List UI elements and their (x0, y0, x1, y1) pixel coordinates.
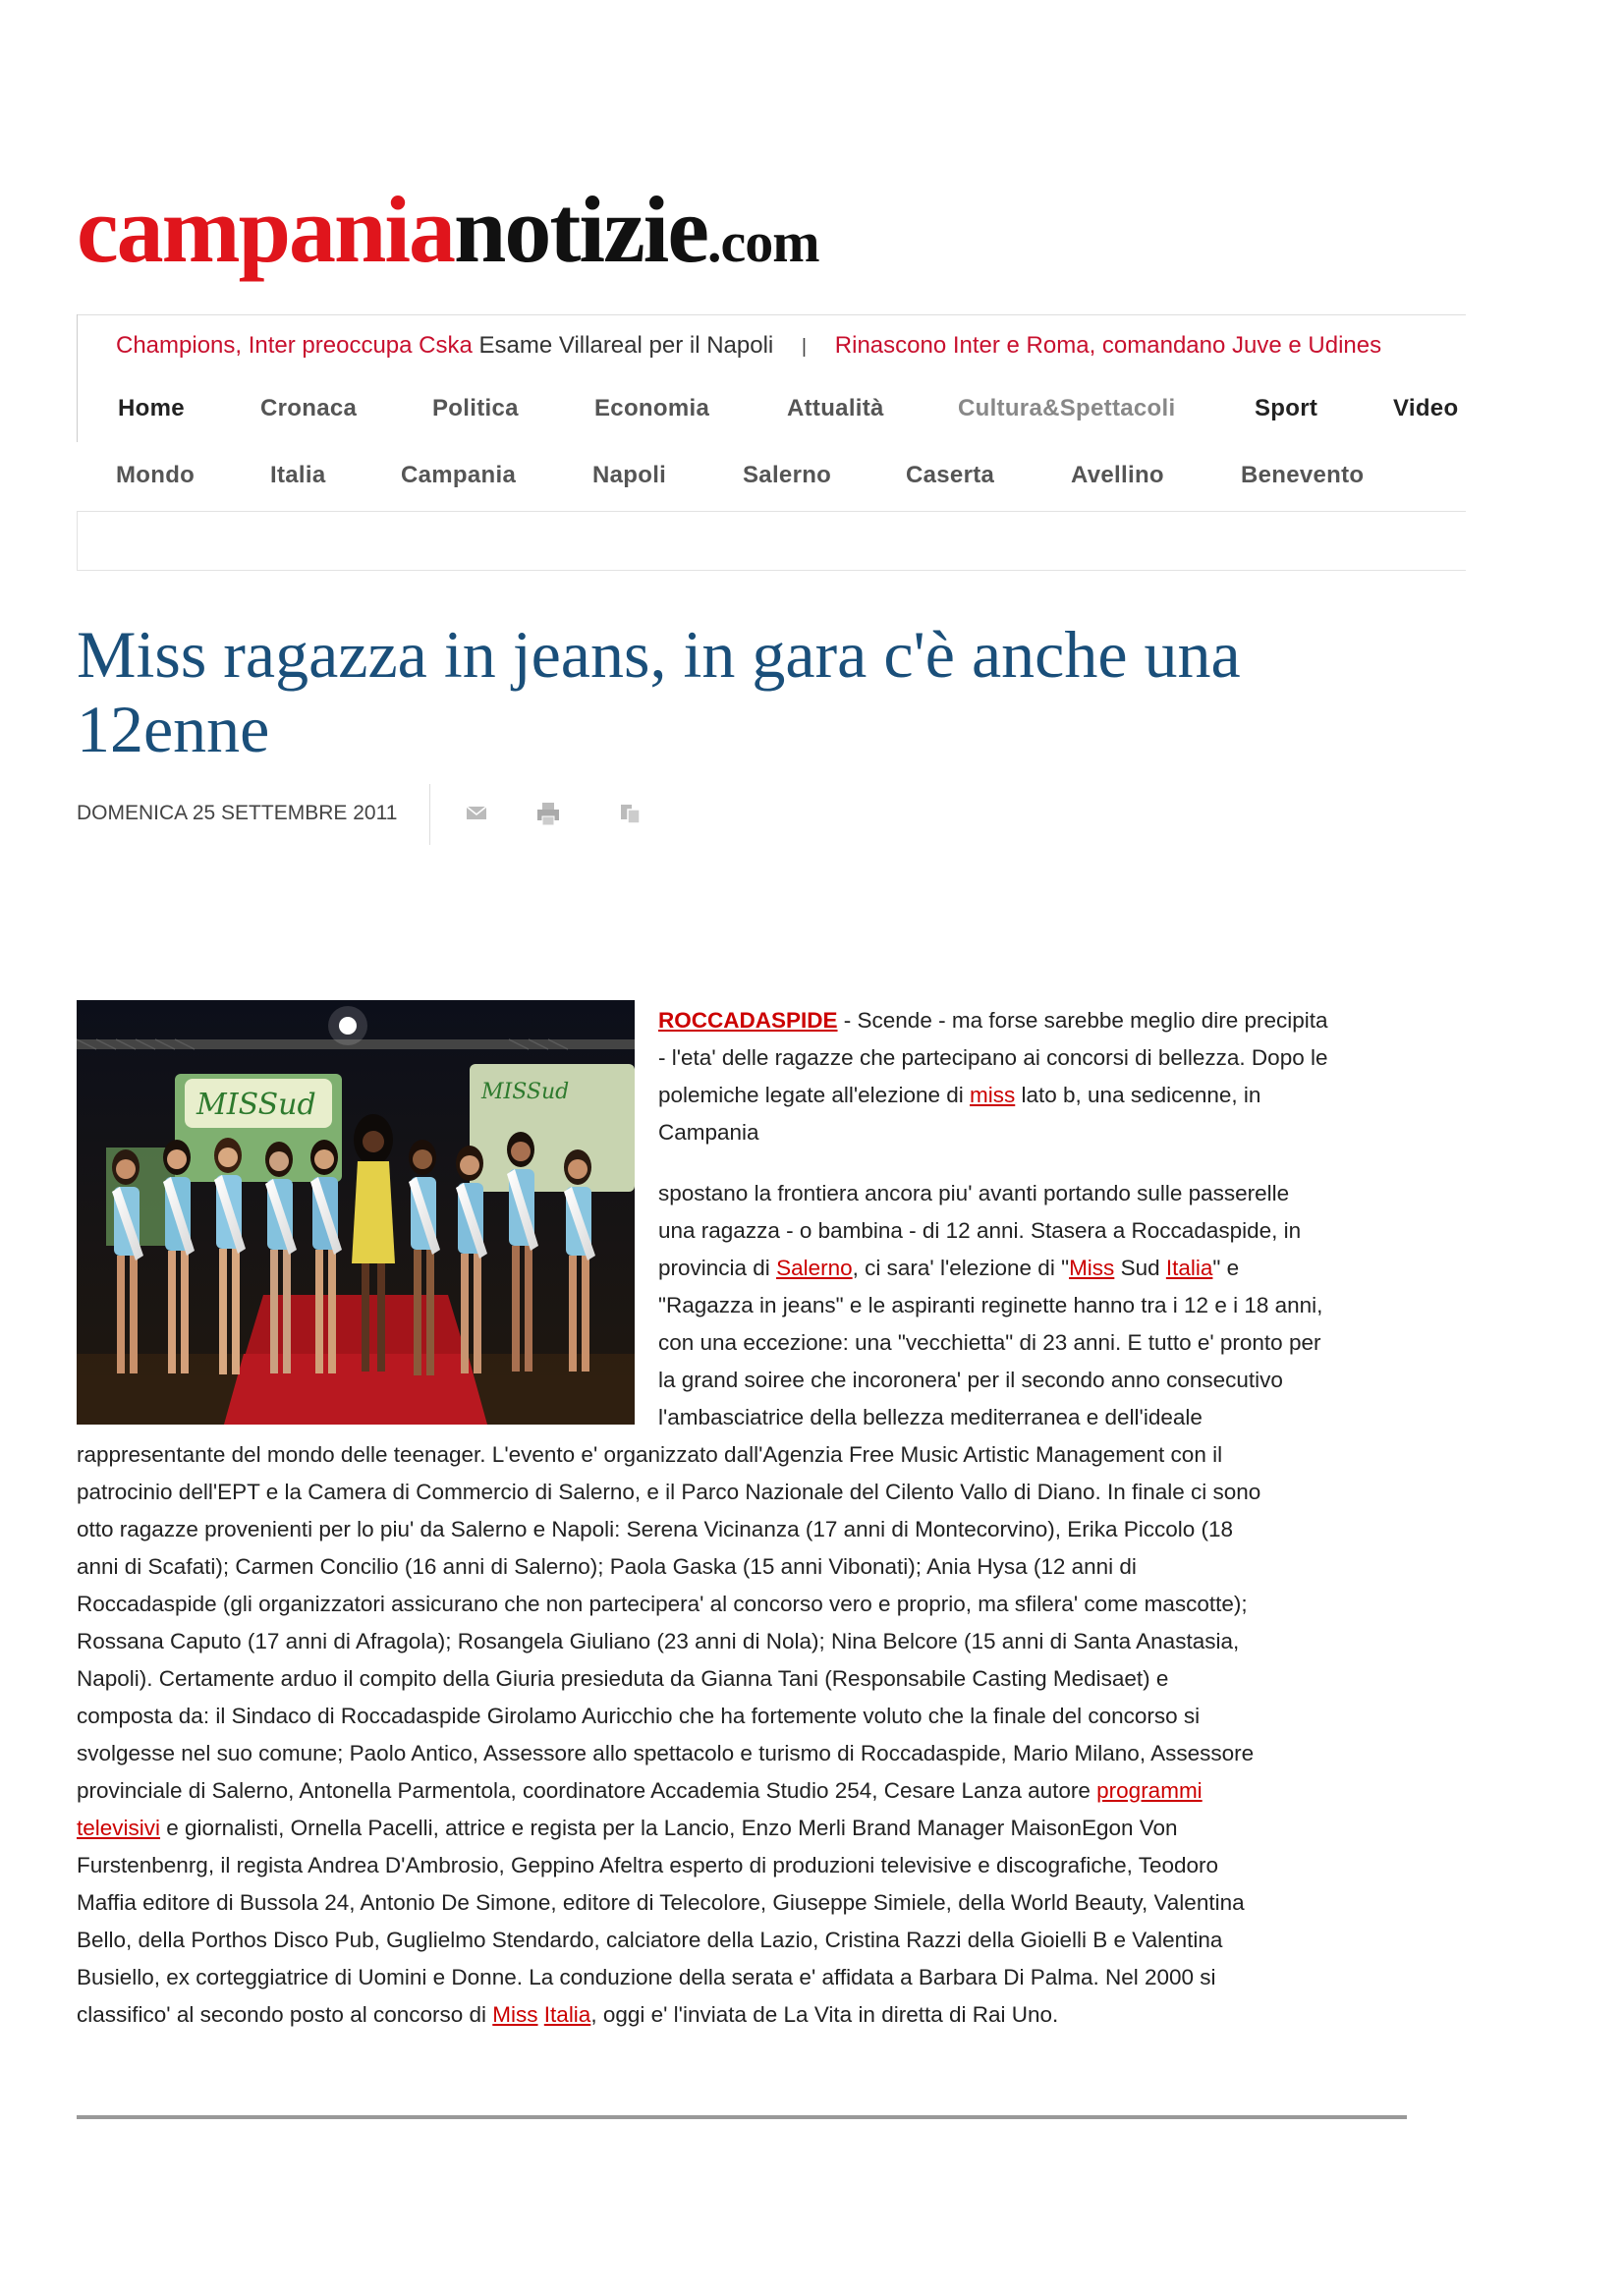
menu-mondo[interactable]: Mondo (116, 462, 196, 488)
news-ticker (116, 332, 1381, 365)
site-logo[interactable] (77, 175, 823, 293)
article-title: Miss ragazza in jeans, in gara c'è anche una 12enne (77, 617, 1241, 766)
article-bottom-rule (77, 2115, 1407, 2119)
link-italia-1[interactable]: Italia (1165, 1256, 1213, 1280)
p2-line-3d: " e (1212, 1256, 1240, 1280)
p2-line-2: una ragazza - o bambina - di 12 anni. Stasera a Roccadaspide, in (658, 1218, 1302, 1243)
date-divider (429, 784, 430, 845)
menu-video[interactable]: Video (1393, 395, 1459, 421)
p3-line-1: rappresentante del mondo delle teenager. L'evento e' organizzato dall'Agenzia Free Music Artistic Management con il (77, 1442, 1223, 1467)
p3-line-14: Bello, della Porthos Disco Pub, Guglielmo Stendardo, calciatore della Lazio, Cristina Razzi della Gioielli B e Valentina (77, 1928, 1223, 1952)
p3-line-7: Napoli). Certamente arduo il compito della Giuria presieduta da Gianna Tani (Responsabile Casting Medisaet) e (77, 1666, 1169, 1691)
banner-right-text: MISSud (481, 1080, 570, 1104)
link-programmi[interactable]: programmi (1096, 1778, 1203, 1803)
p3-line-13: Maffia editore di Bussola 24, Antonio De Simone, editore di Telecolore, Giuseppe Simiele, della World Beauty, Valentina (77, 1890, 1245, 1915)
p1-line-3a: polemiche legate all'elezione di (658, 1083, 970, 1107)
menu-sport[interactable]: Sport (1255, 395, 1318, 421)
menu-attualita[interactable]: Attualità (787, 395, 884, 421)
menu-economia[interactable]: Economia (594, 395, 710, 421)
link-miss-1[interactable]: miss (970, 1083, 1016, 1107)
p3-line-4: anni di Scafati); Carmen Concilio (16 anni di Salerno); Paola Gaska (15 anni Vibonati); Ania Hysa (12 anni di (77, 1554, 1137, 1579)
logo-part-notizie: notizie (454, 177, 707, 282)
logo-part-com: .com (706, 210, 819, 274)
menu-politica[interactable]: Politica (432, 395, 519, 421)
p3-line-16 (77, 1996, 1058, 2034)
p3-line-5: Roccadaspide (gli organizzatori assicurano che non partecipera' al concorso vero e proprio, ma sfilera' come mascotte); (77, 1592, 1248, 1616)
email-icon[interactable] (464, 802, 489, 823)
menu-benevento[interactable]: Benevento (1241, 462, 1365, 488)
nav-bottom-divider (77, 570, 1466, 571)
p1-line-1-text: - Scende - ma forse sarebbe meglio dire precipita (837, 1008, 1328, 1033)
p2-line-3a: provincia di (658, 1256, 777, 1280)
p2-line-6: la grand soiree che incoronera' per il secondo anno consecutivo (658, 1368, 1283, 1392)
article-photo (77, 1000, 635, 1425)
p1-line-4: Campania (658, 1120, 759, 1145)
menu-cultura-spettacoli[interactable]: Cultura&Spettacoli (958, 395, 1176, 421)
p3-line-16b: , oggi e' l'inviata de La Vita in diretta di Rai Uno. (590, 2002, 1059, 2027)
link-televisivi[interactable]: televisivi (77, 1816, 161, 1840)
link-miss-2[interactable]: Miss (1069, 1256, 1115, 1280)
menu-napoli[interactable]: Napoli (592, 462, 667, 488)
nav-mid-divider (77, 511, 1466, 512)
article-date: DOMENICA 25 SETTEMBRE 2011 (77, 802, 398, 824)
p1-line-3b: lato b, una sedicenne, in (1015, 1083, 1261, 1107)
banner-left-text: MISSud (196, 1088, 316, 1122)
menu-campania[interactable]: Campania (401, 462, 517, 488)
p2-line-1: spostano la frontiera ancora piu' avanti portando sulle passerelle (658, 1181, 1290, 1205)
place-link-roccadaspide[interactable]: ROCCADASPIDE (658, 1008, 838, 1033)
nav-top-divider (77, 314, 1466, 315)
print-icon[interactable] (534, 802, 560, 823)
p3-line-10 (77, 1772, 1203, 1810)
ticker-link-inter-roma[interactable]: Rinascono Inter e Roma, comandano Juve e Udines (834, 332, 1382, 359)
p2-line-7: l'ambasciatrice della bellezza mediterranea e dell'ideale (658, 1405, 1203, 1429)
p3-line-11 (77, 1810, 1178, 1847)
p1-line-3 (658, 1077, 1260, 1114)
nav-left-divider (77, 314, 78, 442)
link-salerno[interactable]: Salerno (776, 1256, 853, 1280)
p3-line-12: Furstenbenrg, il regista Andrea D'Ambrosio, Geppino Afeltra esperto di produzioni televisive e discografiche, Teodoro (77, 1853, 1219, 1877)
p3-line-10a: provinciale di Salerno, Antonella Parmentola, coordinatore Accademia Studio 254, Cesare Lanza autore (77, 1778, 1097, 1803)
ticker-link-champions[interactable]: Champions, Inter preoccupa Cska (116, 332, 473, 359)
p2-line-5: con una eccezione: una "vecchietta" di 23 anni. E tutto e' pronto per (658, 1330, 1321, 1355)
ticker-separator: | (801, 336, 808, 358)
p3-line-8: composta da: il Sindaco di Roccadaspide Girolamo Auricchio che ha fortemente voluto che la finale del concorso si (77, 1704, 1201, 1728)
link-miss-3[interactable]: Miss (492, 2002, 538, 2027)
p3-line-9: svolgesse nel suo comune; Paolo Antico, Assessore allo spettacolo e turismo di Roccadaspide, Mario Milano, Assessore (77, 1741, 1255, 1765)
p2-line-3c: Sud (1114, 1256, 1166, 1280)
p3-line-16a: classifico' al secondo posto al concorso di (77, 2002, 493, 2027)
p2-line-3b: , ci sara' l'elezione di " (852, 1256, 1070, 1280)
ticker-link-villareal[interactable]: Esame Villareal per il Napoli (478, 332, 774, 359)
menu-caserta[interactable]: Caserta (906, 462, 995, 488)
menu-italia[interactable]: Italia (270, 462, 326, 488)
p1-line-2: - l'eta' delle ragazze che partecipano ai concorsi di bellezza. Dopo le (658, 1045, 1328, 1070)
p3-line-2: patrocinio dell'EPT e la Camera di Commercio di Salerno, e il Parco Nazionale del Cilento Vallo di Diano. In finale ci sono (77, 1480, 1261, 1504)
logo-part-campania: campania (77, 177, 455, 282)
copy-icon[interactable] (618, 802, 644, 823)
p1-line-1 (658, 1002, 1328, 1039)
menu-cronaca[interactable]: Cronaca (260, 395, 358, 421)
p3-line-11b: e giornalisti, Ornella Pacelli, attrice e regista per la Lancio, Enzo Merli Brand Manager MaisonEgon Von (160, 1816, 1178, 1840)
p3-line-3: otto ragazze provenienti per lo piu' da Salerno e Napoli: Serena Vicinanza (17 anni di Montecorvino), Erika Piccolo (18 (77, 1517, 1234, 1541)
link-italia-2[interactable]: Italia (543, 2002, 591, 2027)
menu-salerno[interactable]: Salerno (743, 462, 832, 488)
menu-home[interactable]: Home (118, 395, 185, 421)
p3-line-15: Busiello, ex corteggiatrice di Uomini e Donne. La conduzione della serata e' affidata a Barbara Di Palma. Nel 2000 si (77, 1965, 1216, 1989)
p2-line-3 (658, 1250, 1239, 1287)
p2-line-4: "Ragazza in jeans" e le aspiranti reginette hanno tra i 12 e i 18 anni, (658, 1293, 1323, 1317)
p3-line-6: Rossana Caputo (17 anni di Afragola); Rosangela Giuliano (23 anni di Nola); Nina Belcore (15 anni di Santa Anastasia, (77, 1629, 1240, 1653)
menu-avellino[interactable]: Avellino (1071, 462, 1164, 488)
nav-bottom-left-divider (77, 511, 78, 571)
